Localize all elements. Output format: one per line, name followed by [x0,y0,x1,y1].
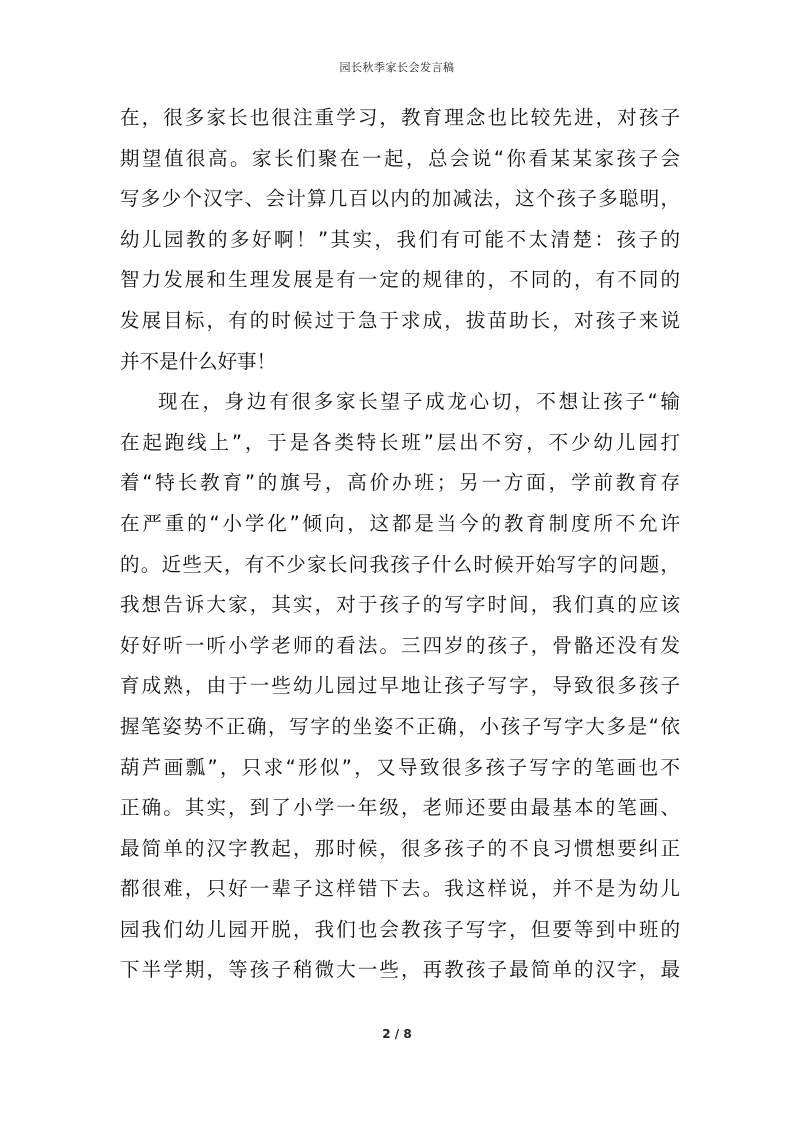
page-header: 园长秋季家长会发言稿 [339,61,455,74]
text-line: 最简单的汉字教起，那时候，很多孩子的不良习惯想要纠正 [120,836,680,860]
text-line: 育成熟，由于一些幼儿园过早地让孩子写字，导致很多孩子 [120,674,680,698]
text-line: 葫芦画瓢”，只求“形似”，又导致很多孩子写字的笔画也不 [120,755,680,779]
text-line: 写多少个汉字、会计算几百以内的加减法，这个孩子多聪明， [120,187,680,211]
page-number: 2 / 8 [382,1027,412,1041]
paragraph-start-line: 现在，身边有很多家长望子成龙心切，不想让孩子“输 [158,390,680,414]
document-body [120,98,680,991]
text-line: 智力发展和生理发展是有一定的规律的，不同的，有不同的 [120,268,680,292]
text-line: 幼儿园教的多好啊！”其实，我们有可能不太清楚：孩子的 [120,227,680,251]
text-line: 都很难，只好一辈子这样错下去。我这样说，并不是为幼儿 [120,877,680,901]
text-line: 正确。其实，到了小学一年级，老师还要由最基本的笔画、 [120,796,680,820]
text-line: 并不是什么好事！ [120,349,277,373]
text-line: 握笔姿势不正确，写字的坐姿不正确，小孩子写字大多是“依 [120,714,680,738]
text-line: 着“特长教育”的旗号，高价办班；另一方面，学前教育存 [120,471,680,495]
text-line: 在，很多家长也很注重学习，教育理念也比较先进，对孩子 [120,106,680,129]
text-line: 期望值很高。家长们聚在一起，总会说“你看某某家孩子会 [120,146,680,170]
text-line: 园我们幼儿园开脱，我们也会教孩子写字，但要等到中班的 [120,917,680,941]
text-line: 在严重的“小学化”倾向，这都是当今的教育制度所不允许 [120,511,680,535]
text-line: 好好听一听小学老师的看法。三四岁的孩子，骨骼还没有发 [120,633,680,657]
text-line: 的。近些天，有不少家长问我孩子什么时候开始写字的问题， [120,552,680,576]
text-line: 在起跑线上”，于是各类特长班”层出不穷，不少幼儿园打 [120,430,680,454]
text-line: 下半学期，等孩子稍微大一些，再教孩子最简单的汉字，最 [120,958,680,982]
text-line: 我想告诉大家，其实，对于孩子的写字时间，我们真的应该 [120,593,680,617]
text-line: 发展目标，有的时候过于急于求成，拔苗助长，对孩子来说 [120,308,680,332]
